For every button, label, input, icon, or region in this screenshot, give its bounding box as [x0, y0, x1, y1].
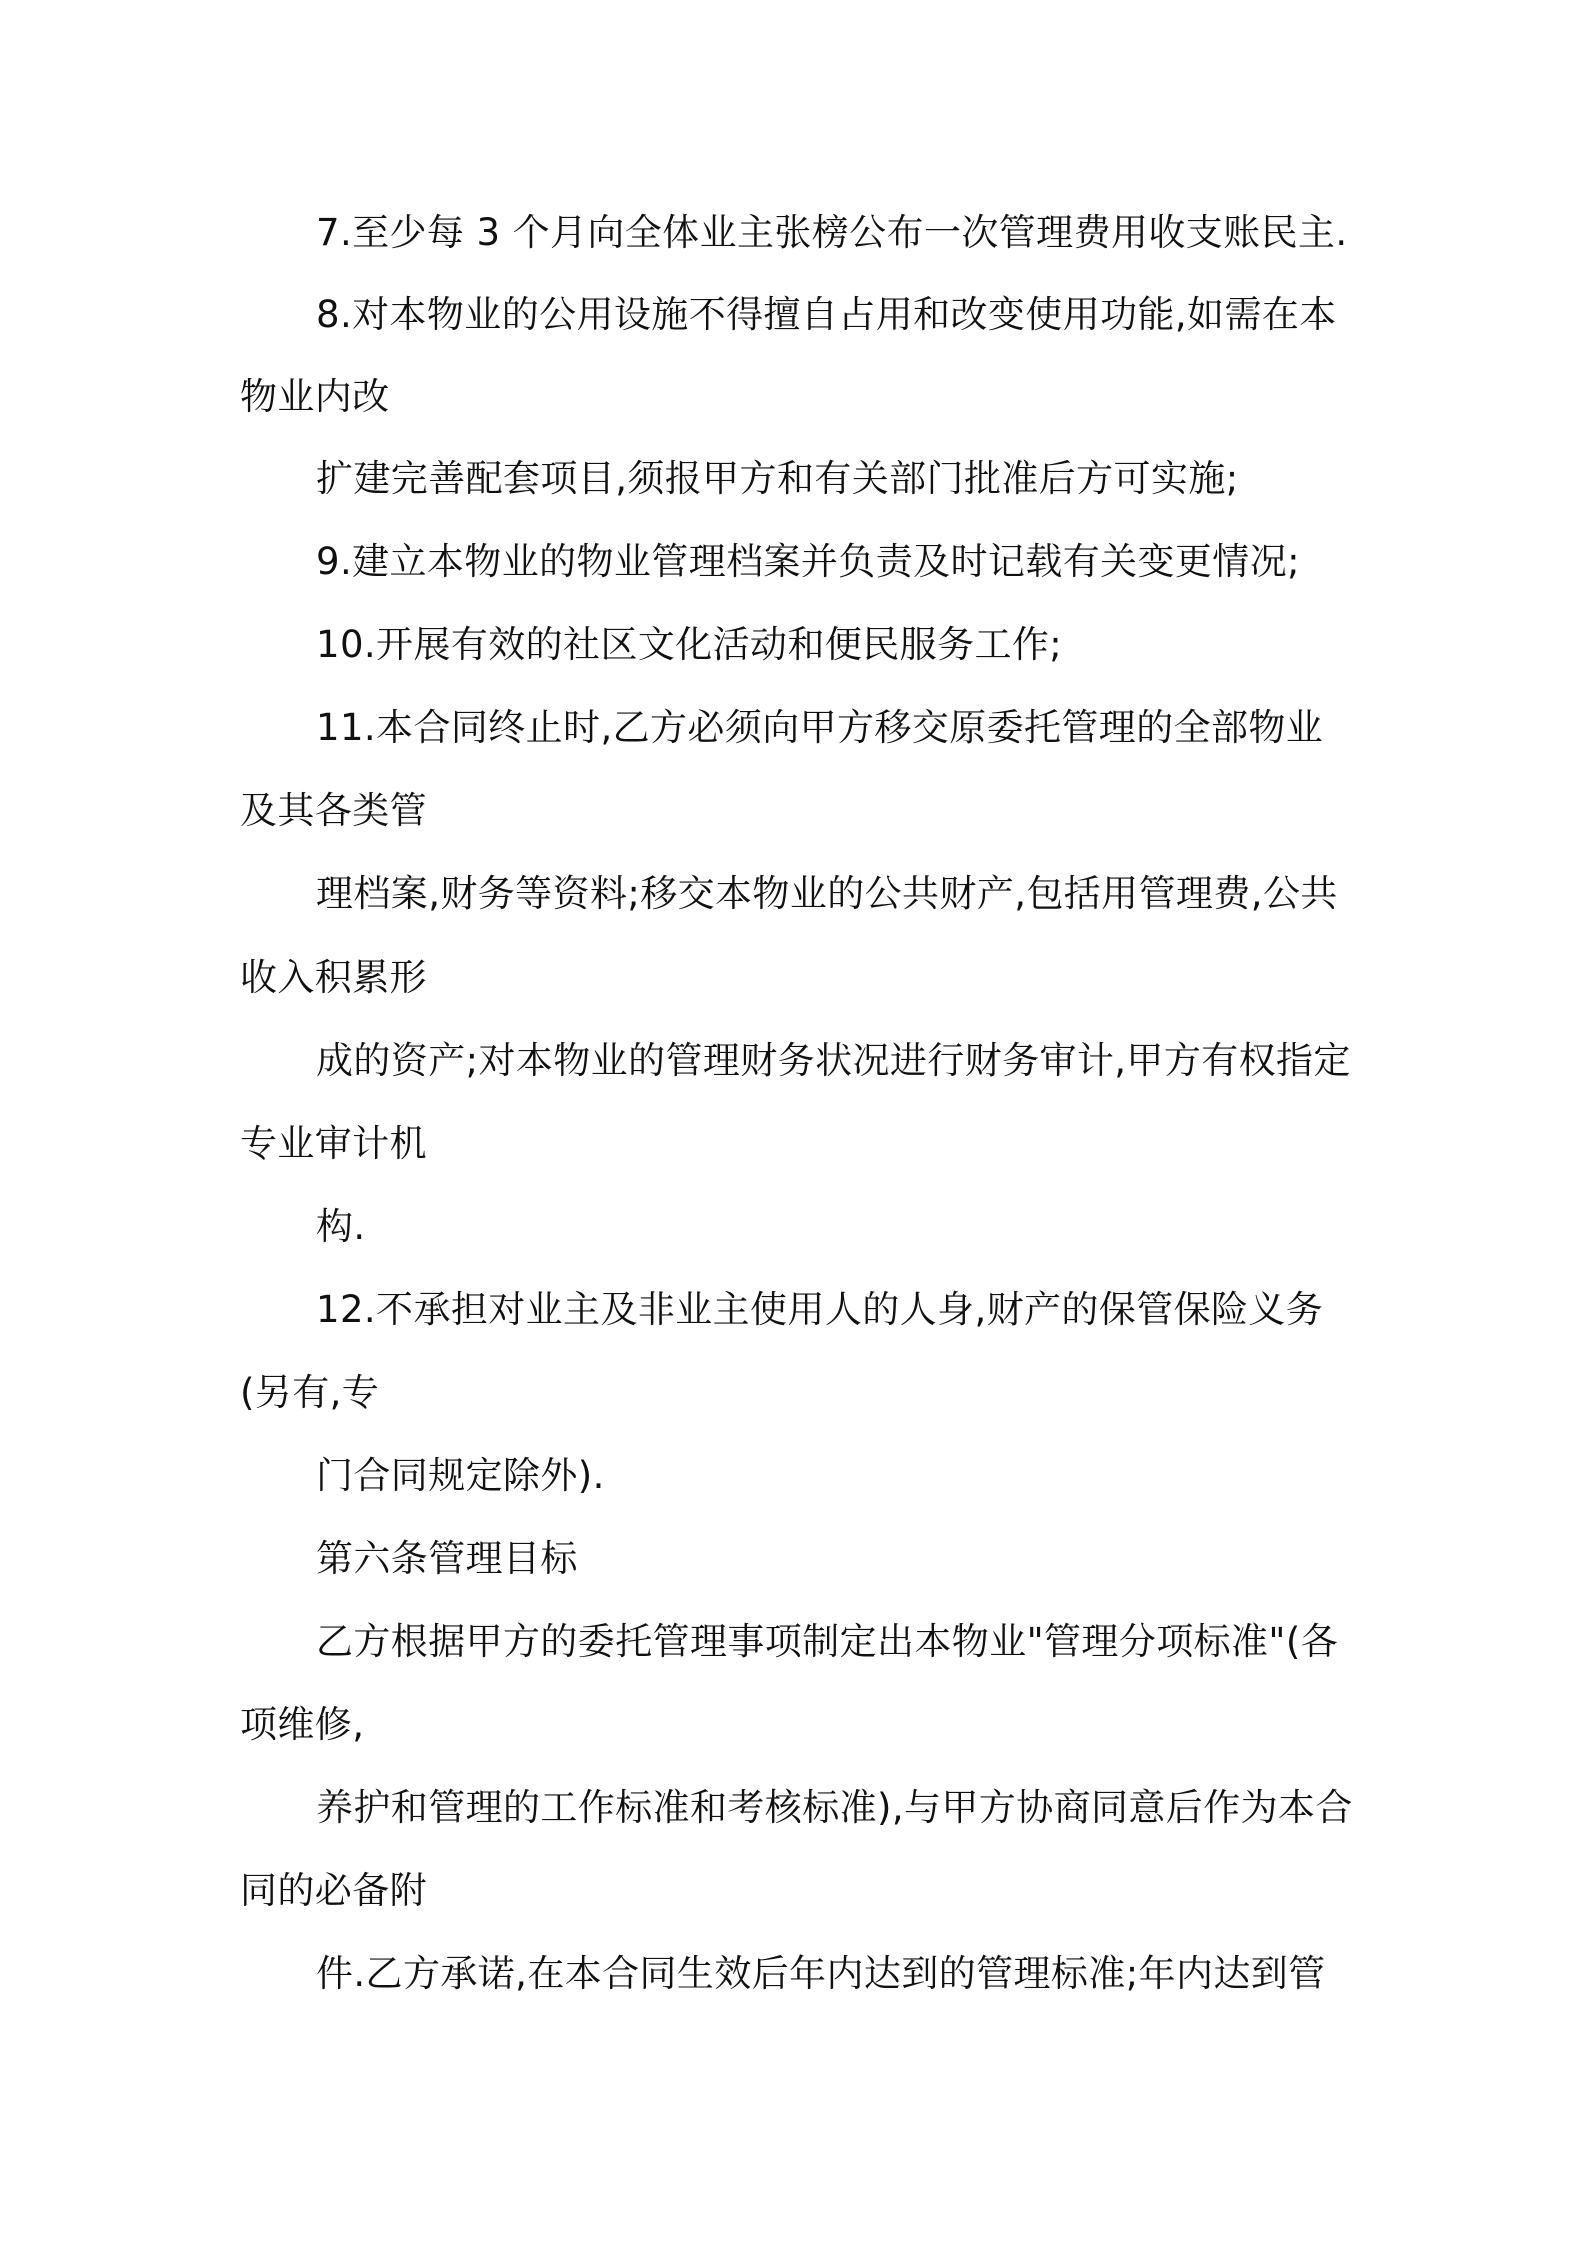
text-line: 同的必备附: [240, 1869, 427, 1912]
text-line: 10.开展有效的社区文化活动和便民服务工作;: [316, 623, 1063, 666]
text-line: 养护和管理的工作标准和考核标准),与甲方协商同意后作为本合: [316, 1786, 1353, 1829]
text-line: 成的资产;对本物业的管理财务状况进行财务审计,甲方有权指定: [316, 1039, 1351, 1082]
text-line: 乙方根据甲方的委托管理事项制定出本物业"管理分项标准"(各: [316, 1620, 1339, 1663]
text-line: 件.乙方承诺,在本合同生效后年内达到的管理标准;年内达到管: [316, 1952, 1326, 1995]
text-line: 8.对本物业的公用设施不得擅自占用和改变使用功能,如需在本: [316, 293, 1337, 336]
text-line: 收入积累形: [240, 956, 427, 999]
text-line: 11.本合同终止时,乙方必须向甲方移交原委托管理的全部物业: [316, 706, 1324, 749]
text-line: (另有,专: [240, 1371, 380, 1414]
text-line: 理档案,财务等资料;移交本物业的公共财产,包括用管理费,公共: [316, 872, 1338, 915]
text-line: 9.建立本物业的物业管理档案并负责及时记载有关变更情况;: [316, 540, 1300, 583]
text-line: 7.至少每 3 个月向全体业主张榜公布一次管理费用收支账民主.: [316, 211, 1348, 254]
text-line: 物业内改: [240, 375, 390, 418]
text-line: 构.: [316, 1205, 366, 1248]
text-line: 12.不承担对业主及非业主使用人的人身,财产的保管保险义务: [316, 1288, 1324, 1331]
text-line: 专业审计机: [240, 1122, 427, 1165]
section-heading: 第六条管理目标: [316, 1537, 578, 1580]
text-line: 门合同规定除外).: [316, 1454, 605, 1497]
text-line: 扩建完善配套项目,须报甲方和有关部门批准后方可实施;: [316, 457, 1239, 500]
text-line: 及其各类管: [240, 789, 427, 832]
text-line: 项维修,: [240, 1703, 365, 1746]
